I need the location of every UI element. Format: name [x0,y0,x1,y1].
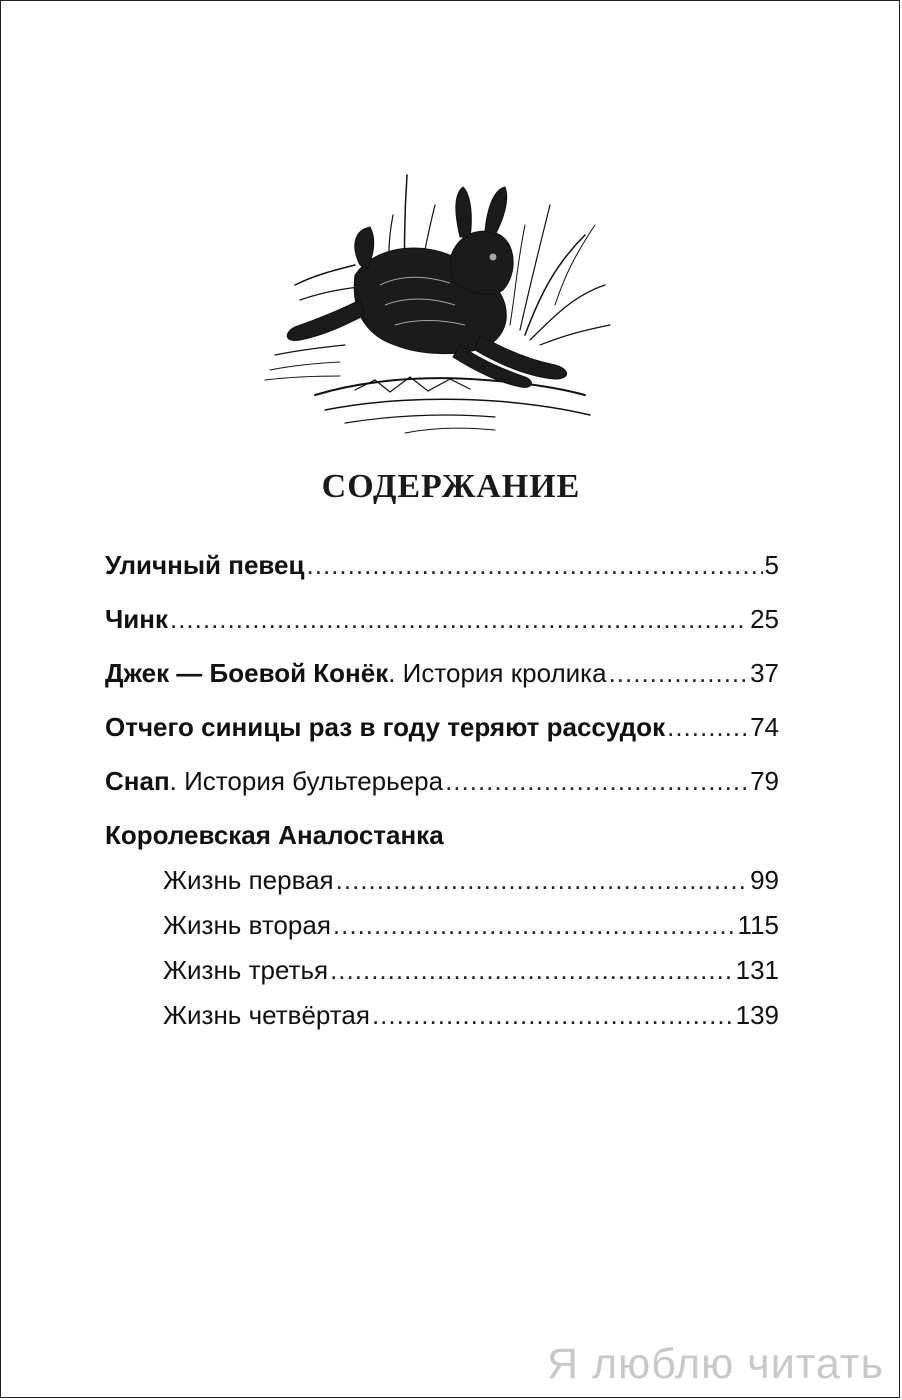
toc-entry[interactable] [105,707,779,747]
toc-sub-entry-title: Жизнь третья [163,955,329,985]
toc-sub-entry-title: Жизнь четвёртая [163,1000,370,1030]
running-hare-engraving-icon [255,165,615,440]
toc-page-number: 74 [750,712,779,742]
toc-page-number: 79 [750,766,779,796]
toc-page-number: 115 [737,910,779,940]
toc-entry-subtitle: . История кролика [388,658,607,688]
toc-page-number: 37 [750,658,779,688]
dot-leader [307,545,763,585]
toc-sub-entry-title: Жизнь вторая [163,910,331,940]
dot-leader [445,761,748,801]
toc-entry-title: Отчего синицы раз в году теряют рассудок [105,712,666,742]
toc-entry[interactable] [105,545,779,585]
toc-sub-entry-title: Жизнь первая [163,865,334,895]
dot-leader [609,653,749,693]
toc-entry-title: Снап [105,766,170,796]
toc-entry[interactable] [105,599,779,639]
dot-leader [336,860,748,900]
toc-sub-entry[interactable] [163,950,779,990]
toc-page-number: 25 [750,604,779,634]
page-title: СОДЕРЖАНИЕ [321,468,581,505]
toc-page-number: 5 [764,550,779,580]
toc-sub-entry[interactable] [163,905,779,945]
dot-leader [667,707,748,747]
toc-sub-entry[interactable] [163,860,779,900]
toc-entry-subtitle: . История бультерьера [169,766,444,796]
toc-entry-title: Джек — Боевой Конёк [105,658,389,688]
toc-group-title[interactable]: Королевская Аналостанка [105,820,444,850]
toc-entry-title: Чинк [105,604,168,634]
toc-sub-entry[interactable] [163,995,779,1035]
toc-page-number: 131 [735,955,779,985]
toc-entry[interactable] [105,761,779,801]
toc-page-number: 139 [735,1000,779,1030]
dot-leader [330,950,734,990]
dot-leader [333,905,736,945]
toc-page-number: 99 [750,865,779,895]
dot-leader [170,599,748,639]
dot-leader [372,995,734,1035]
toc-entry-title: Уличный певец [105,550,305,580]
toc-entry[interactable] [105,653,779,693]
series-brand-watermark: Я люблю читать [546,1340,884,1388]
